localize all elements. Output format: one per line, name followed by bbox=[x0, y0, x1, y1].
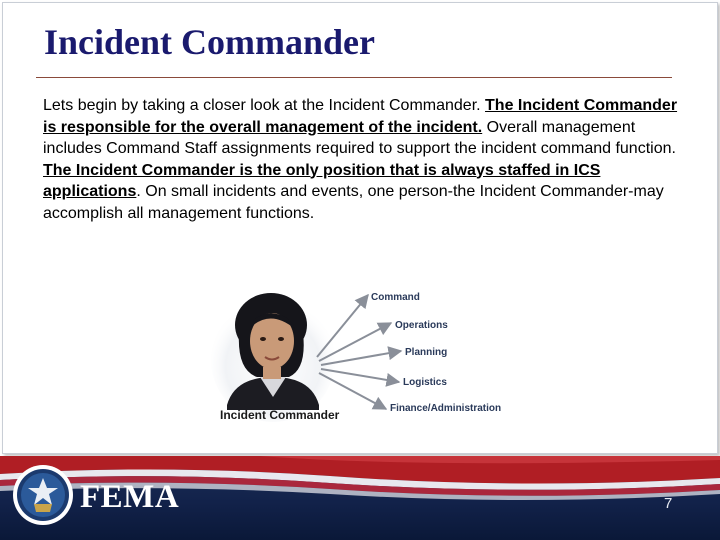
emphasized-text: The Incident Commander is the only position that is always staffed in ICS applications bbox=[43, 161, 601, 200]
function-label-planning: Planning bbox=[405, 347, 448, 358]
incident-commander-caption: Incident Commander bbox=[220, 408, 340, 422]
body-paragraph bbox=[43, 95, 683, 224]
page-number: 7 bbox=[664, 495, 673, 512]
dhs-seal-icon bbox=[12, 464, 74, 526]
body-text-segment: . On small incidents and events, one person-the Incident Commander-may accomplish all management functions. bbox=[43, 183, 664, 222]
body-text-segment: Lets begin by taking a closer look at the Incident Commander. bbox=[43, 97, 486, 114]
function-label-operations: Operations bbox=[395, 320, 448, 331]
person-portrait-icon bbox=[211, 293, 335, 422]
incident-commander-figure bbox=[205, 285, 525, 430]
title-divider bbox=[36, 77, 672, 78]
body-text-segment: Overall management includes Command Staff assignments required to support the incident command function. bbox=[43, 118, 676, 157]
function-label-finance-administration: Finance/Administration bbox=[390, 403, 502, 414]
function-label-command: Command bbox=[371, 292, 420, 303]
footer-banner bbox=[0, 456, 720, 540]
emphasized-text: The Incident Commander is responsible for the overall management of the incident. bbox=[43, 97, 678, 136]
fema-wordmark: FEMA bbox=[80, 479, 180, 515]
slide-title: Incident Commander bbox=[44, 22, 375, 62]
function-label-logistics: Logistics bbox=[403, 377, 447, 388]
